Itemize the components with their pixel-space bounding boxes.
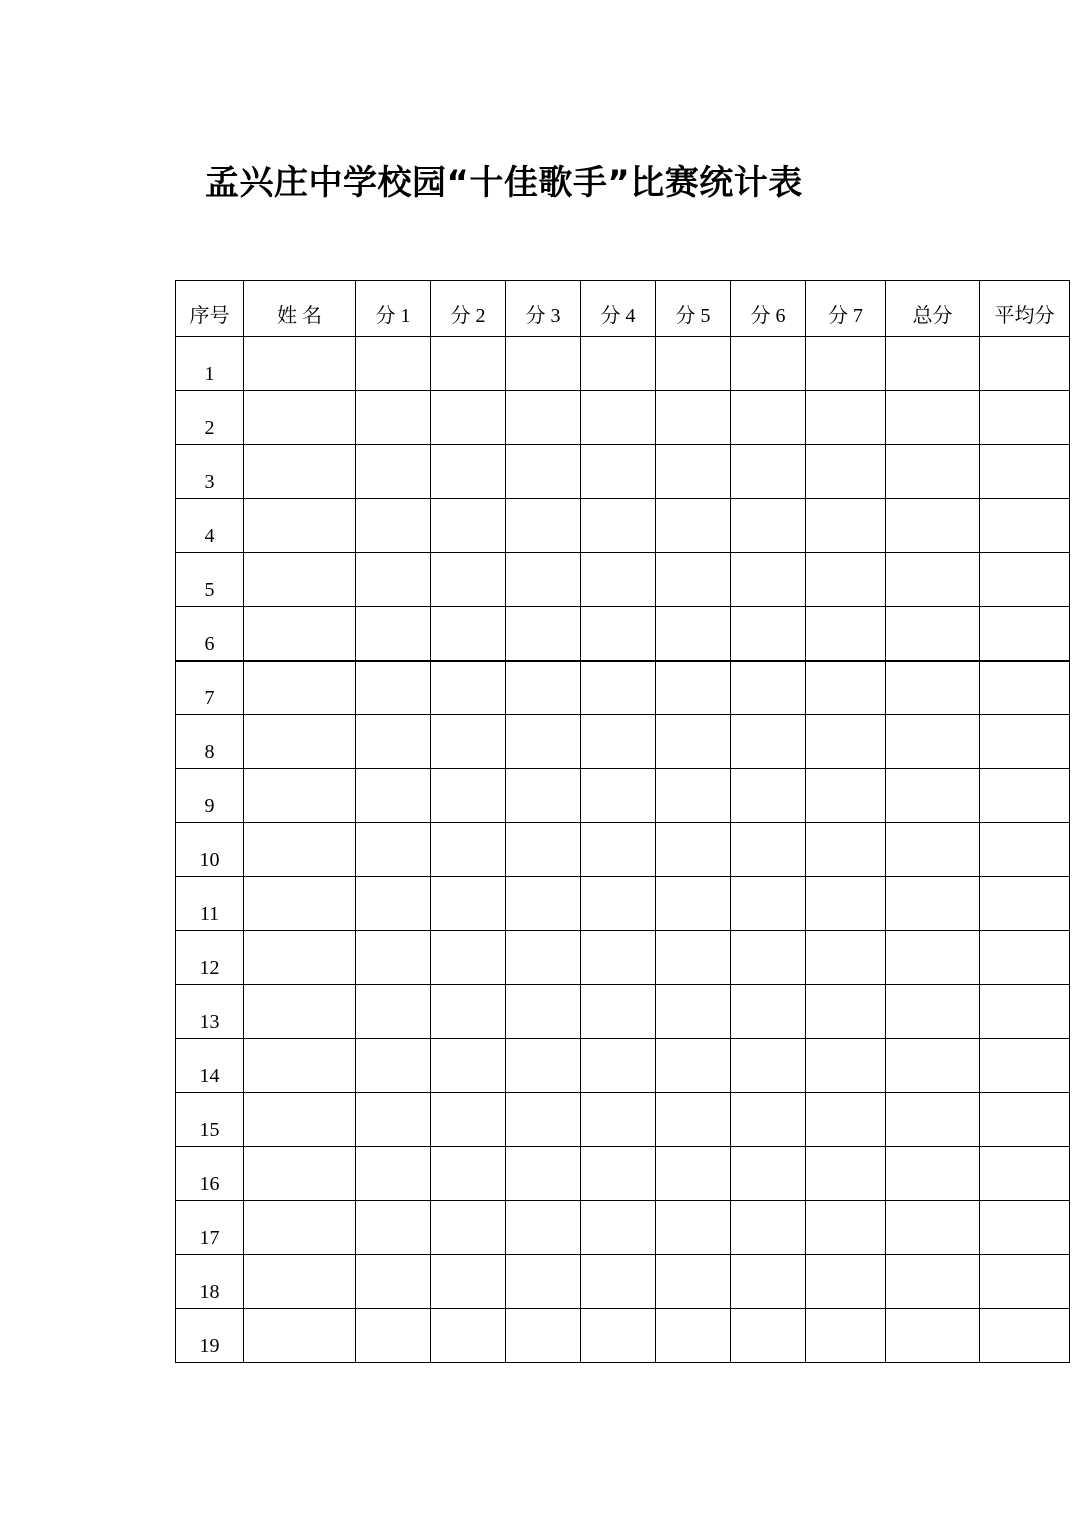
total-cell[interactable] <box>886 1201 980 1255</box>
score-cell-6[interactable] <box>731 1093 806 1147</box>
total-cell[interactable] <box>886 715 980 769</box>
score-cell-1[interactable] <box>356 985 431 1039</box>
average-cell[interactable] <box>980 877 1070 931</box>
average-cell[interactable] <box>980 1255 1070 1309</box>
score-table <box>175 280 1070 1363</box>
header-score-3 <box>506 281 581 337</box>
row-number: 18 <box>199 1281 220 1303</box>
score-cell-1[interactable] <box>356 877 431 931</box>
table-row <box>176 1309 1070 1363</box>
column-header-label: 平均分 <box>994 304 1055 327</box>
score-cell-1[interactable] <box>356 1309 431 1363</box>
score-cell-4[interactable] <box>581 607 656 661</box>
score-cell-1[interactable] <box>356 337 431 391</box>
header-name <box>244 281 356 337</box>
score-cell-5[interactable] <box>656 499 731 553</box>
score-cell-3[interactable] <box>506 769 581 823</box>
score-cell-3[interactable] <box>506 877 581 931</box>
row-number-cell <box>176 823 244 877</box>
average-cell[interactable] <box>980 1147 1070 1201</box>
score-cell-5[interactable] <box>656 445 731 499</box>
score-cell-7[interactable] <box>806 1093 886 1147</box>
average-cell[interactable] <box>980 1039 1070 1093</box>
table-row <box>176 337 1070 391</box>
header-score-2 <box>431 281 506 337</box>
row-number-cell <box>176 715 244 769</box>
row-number: 9 <box>204 795 215 817</box>
score-cell-3[interactable] <box>506 391 581 445</box>
column-header-label: 分 6 <box>750 304 786 327</box>
name-cell[interactable] <box>244 553 356 607</box>
score-cell-4[interactable] <box>581 823 656 877</box>
score-cell-4[interactable] <box>581 985 656 1039</box>
score-cell-3[interactable] <box>506 1255 581 1309</box>
row-number-cell <box>176 769 244 823</box>
row-number: 17 <box>199 1227 220 1249</box>
name-cell[interactable] <box>244 337 356 391</box>
score-cell-1[interactable] <box>356 1147 431 1201</box>
score-cell-2[interactable] <box>431 931 506 985</box>
row-number: 1 <box>204 363 215 385</box>
row-number-cell <box>176 1201 244 1255</box>
score-cell-2[interactable] <box>431 877 506 931</box>
score-cell-4[interactable] <box>581 1255 656 1309</box>
row-number-cell <box>176 445 244 499</box>
score-cell-1[interactable] <box>356 1039 431 1093</box>
score-cell-5[interactable] <box>656 1309 731 1363</box>
score-cell-3[interactable] <box>506 337 581 391</box>
score-cell-3[interactable] <box>506 445 581 499</box>
score-cell-7[interactable] <box>806 985 886 1039</box>
score-cell-6[interactable] <box>731 391 806 445</box>
score-cell-7[interactable] <box>806 1309 886 1363</box>
row-number-cell <box>176 607 244 661</box>
row-number-cell <box>176 931 244 985</box>
score-cell-4[interactable] <box>581 1147 656 1201</box>
row-number: 11 <box>199 903 220 925</box>
name-cell[interactable] <box>244 769 356 823</box>
total-cell[interactable] <box>886 499 980 553</box>
name-cell[interactable] <box>244 391 356 445</box>
score-cell-2[interactable] <box>431 337 506 391</box>
score-cell-6[interactable] <box>731 1201 806 1255</box>
total-cell[interactable] <box>886 1309 980 1363</box>
score-cell-7[interactable] <box>806 931 886 985</box>
table-row <box>176 607 1070 661</box>
table-row <box>176 499 1070 553</box>
row-number-cell <box>176 877 244 931</box>
score-cell-4[interactable] <box>581 391 656 445</box>
score-cell-4[interactable] <box>581 1093 656 1147</box>
score-cell-5[interactable] <box>656 931 731 985</box>
score-cell-6[interactable] <box>731 607 806 661</box>
total-cell[interactable] <box>886 661 980 715</box>
total-cell[interactable] <box>886 391 980 445</box>
score-cell-6[interactable] <box>731 715 806 769</box>
name-cell[interactable] <box>244 445 356 499</box>
column-header-label: 分 2 <box>450 304 486 327</box>
score-cell-2[interactable] <box>431 445 506 499</box>
score-cell-2[interactable] <box>431 1147 506 1201</box>
header-total <box>886 281 980 337</box>
row-number: 8 <box>204 741 215 763</box>
total-cell[interactable] <box>886 985 980 1039</box>
score-cell-4[interactable] <box>581 499 656 553</box>
average-cell[interactable] <box>980 391 1070 445</box>
total-cell[interactable] <box>886 823 980 877</box>
total-cell[interactable] <box>886 1147 980 1201</box>
score-cell-3[interactable] <box>506 661 581 715</box>
score-cell-7[interactable] <box>806 877 886 931</box>
score-cell-7[interactable] <box>806 553 886 607</box>
score-cell-2[interactable] <box>431 1039 506 1093</box>
average-cell[interactable] <box>980 715 1070 769</box>
score-cell-6[interactable] <box>731 769 806 823</box>
total-cell[interactable] <box>886 553 980 607</box>
header-score-1 <box>356 281 431 337</box>
row-number: 19 <box>199 1335 220 1357</box>
average-cell[interactable] <box>980 661 1070 715</box>
row-number-cell <box>176 1147 244 1201</box>
score-cell-6[interactable] <box>731 1255 806 1309</box>
row-number: 4 <box>204 525 215 547</box>
score-cell-4[interactable] <box>581 1201 656 1255</box>
score-cell-1[interactable] <box>356 499 431 553</box>
score-cell-2[interactable] <box>431 823 506 877</box>
score-cell-6[interactable] <box>731 499 806 553</box>
score-cell-1[interactable] <box>356 1201 431 1255</box>
score-cell-4[interactable] <box>581 877 656 931</box>
score-cell-4[interactable] <box>581 445 656 499</box>
score-cell-2[interactable] <box>431 715 506 769</box>
name-cell[interactable] <box>244 1201 356 1255</box>
column-header-label: 姓 名 <box>277 304 322 327</box>
score-cell-7[interactable] <box>806 445 886 499</box>
score-cell-5[interactable] <box>656 1147 731 1201</box>
score-cell-4[interactable] <box>581 1309 656 1363</box>
column-header-label: 序号 <box>189 304 230 327</box>
score-cell-7[interactable] <box>806 823 886 877</box>
name-cell[interactable] <box>244 1309 356 1363</box>
average-cell[interactable] <box>980 553 1070 607</box>
column-header-label: 分 4 <box>600 304 636 327</box>
score-cell-2[interactable] <box>431 553 506 607</box>
score-cell-5[interactable] <box>656 1201 731 1255</box>
average-cell[interactable] <box>980 1201 1070 1255</box>
score-cell-2[interactable] <box>431 1201 506 1255</box>
page-title: 孟兴庄中学校园“十佳歌手”比赛统计表 <box>205 163 803 203</box>
score-cell-4[interactable] <box>581 1039 656 1093</box>
average-cell[interactable] <box>980 823 1070 877</box>
average-cell[interactable] <box>980 607 1070 661</box>
table-row <box>176 1201 1070 1255</box>
column-header-label: 分 1 <box>375 304 411 327</box>
row-number: 15 <box>199 1119 220 1141</box>
score-cell-6[interactable] <box>731 553 806 607</box>
score-cell-2[interactable] <box>431 769 506 823</box>
row-number: 10 <box>199 849 220 871</box>
score-cell-1[interactable] <box>356 823 431 877</box>
column-header-label: 分 3 <box>525 304 561 327</box>
score-cell-3[interactable] <box>506 1093 581 1147</box>
table-row <box>176 823 1070 877</box>
name-cell[interactable] <box>244 1093 356 1147</box>
total-cell[interactable] <box>886 931 980 985</box>
score-cell-5[interactable] <box>656 661 731 715</box>
score-cell-7[interactable] <box>806 1039 886 1093</box>
score-cell-6[interactable] <box>731 1309 806 1363</box>
score-cell-5[interactable] <box>656 1093 731 1147</box>
score-cell-1[interactable] <box>356 661 431 715</box>
score-cell-1[interactable] <box>356 445 431 499</box>
table-row <box>176 1255 1070 1309</box>
table-row <box>176 931 1070 985</box>
total-cell[interactable] <box>886 445 980 499</box>
score-cell-4[interactable] <box>581 931 656 985</box>
score-cell-3[interactable] <box>506 1147 581 1201</box>
score-cell-4[interactable] <box>581 715 656 769</box>
header-score-5 <box>656 281 731 337</box>
row-number-cell <box>176 1093 244 1147</box>
score-cell-6[interactable] <box>731 985 806 1039</box>
row-number-cell <box>176 499 244 553</box>
score-cell-5[interactable] <box>656 985 731 1039</box>
score-cell-5[interactable] <box>656 1039 731 1093</box>
score-cell-4[interactable] <box>581 661 656 715</box>
score-cell-5[interactable] <box>656 1255 731 1309</box>
score-cell-5[interactable] <box>656 769 731 823</box>
total-cell[interactable] <box>886 769 980 823</box>
score-cell-3[interactable] <box>506 715 581 769</box>
table-row <box>176 1147 1070 1201</box>
score-cell-7[interactable] <box>806 1147 886 1201</box>
score-cell-2[interactable] <box>431 1093 506 1147</box>
score-cell-5[interactable] <box>656 877 731 931</box>
average-cell[interactable] <box>980 337 1070 391</box>
column-header-label: 分 7 <box>828 304 863 327</box>
average-cell[interactable] <box>980 1309 1070 1363</box>
score-cell-6[interactable] <box>731 661 806 715</box>
score-cell-1[interactable] <box>356 931 431 985</box>
score-cell-3[interactable] <box>506 1309 581 1363</box>
score-cell-1[interactable] <box>356 769 431 823</box>
score-cell-1[interactable] <box>356 715 431 769</box>
score-cell-1[interactable] <box>356 1093 431 1147</box>
score-cell-7[interactable] <box>806 1201 886 1255</box>
row-number: 2 <box>204 417 215 439</box>
row-number: 12 <box>199 957 220 979</box>
score-cell-7[interactable] <box>806 661 886 715</box>
score-cell-3[interactable] <box>506 823 581 877</box>
average-cell[interactable] <box>980 769 1070 823</box>
score-cell-6[interactable] <box>731 1039 806 1093</box>
total-cell[interactable] <box>886 337 980 391</box>
row-number: 3 <box>204 471 215 493</box>
row-number-cell <box>176 391 244 445</box>
score-cell-4[interactable] <box>581 769 656 823</box>
table-row <box>176 553 1070 607</box>
average-cell[interactable] <box>980 499 1070 553</box>
name-cell[interactable] <box>244 1039 356 1093</box>
header-average <box>980 281 1070 337</box>
score-cell-2[interactable] <box>431 1255 506 1309</box>
row-number-cell <box>176 553 244 607</box>
row-number-cell <box>176 337 244 391</box>
score-cell-4[interactable] <box>581 337 656 391</box>
score-cell-7[interactable] <box>806 715 886 769</box>
name-cell[interactable] <box>244 499 356 553</box>
table-row <box>176 985 1070 1039</box>
score-cell-5[interactable] <box>656 607 731 661</box>
score-cell-3[interactable] <box>506 499 581 553</box>
header-score-4 <box>581 281 656 337</box>
row-number-cell <box>176 985 244 1039</box>
average-cell[interactable] <box>980 445 1070 499</box>
score-cell-7[interactable] <box>806 1255 886 1309</box>
table-header-row <box>176 281 1070 337</box>
score-cell-3[interactable] <box>506 1201 581 1255</box>
score-cell-1[interactable] <box>356 391 431 445</box>
score-cell-5[interactable] <box>656 715 731 769</box>
header-seq <box>176 281 244 337</box>
row-number-cell <box>176 661 244 715</box>
name-cell[interactable] <box>244 823 356 877</box>
score-cell-7[interactable] <box>806 607 886 661</box>
score-cell-6[interactable] <box>731 823 806 877</box>
row-number-cell <box>176 1309 244 1363</box>
score-cell-5[interactable] <box>656 553 731 607</box>
table-row <box>176 1093 1070 1147</box>
name-cell[interactable] <box>244 607 356 661</box>
table-row <box>176 877 1070 931</box>
score-cell-5[interactable] <box>656 337 731 391</box>
average-cell[interactable] <box>980 931 1070 985</box>
total-cell[interactable] <box>886 1093 980 1147</box>
score-cell-4[interactable] <box>581 553 656 607</box>
score-cell-3[interactable] <box>506 607 581 661</box>
score-cell-7[interactable] <box>806 769 886 823</box>
table-row <box>176 445 1070 499</box>
score-cell-7[interactable] <box>806 499 886 553</box>
score-cell-6[interactable] <box>731 931 806 985</box>
total-cell[interactable] <box>886 1255 980 1309</box>
score-cell-7[interactable] <box>806 391 886 445</box>
total-cell[interactable] <box>886 877 980 931</box>
score-cell-5[interactable] <box>656 823 731 877</box>
table-body <box>176 337 1070 1363</box>
header-score-6 <box>731 281 806 337</box>
row-number-cell <box>176 1255 244 1309</box>
table-row <box>176 769 1070 823</box>
score-cell-2[interactable] <box>431 1309 506 1363</box>
score-cell-1[interactable] <box>356 553 431 607</box>
score-cell-1[interactable] <box>356 1255 431 1309</box>
score-cell-5[interactable] <box>656 391 731 445</box>
name-cell[interactable] <box>244 931 356 985</box>
score-cell-6[interactable] <box>731 337 806 391</box>
score-cell-6[interactable] <box>731 877 806 931</box>
name-cell[interactable] <box>244 1255 356 1309</box>
average-cell[interactable] <box>980 1093 1070 1147</box>
score-cell-2[interactable] <box>431 499 506 553</box>
score-cell-3[interactable] <box>506 931 581 985</box>
name-cell[interactable] <box>244 1147 356 1201</box>
score-cell-1[interactable] <box>356 607 431 661</box>
total-cell[interactable] <box>886 1039 980 1093</box>
table-row <box>176 661 1070 715</box>
table-row <box>176 391 1070 445</box>
score-cell-2[interactable] <box>431 607 506 661</box>
total-cell[interactable] <box>886 607 980 661</box>
column-header-label: 总分 <box>912 304 953 327</box>
row-number: 5 <box>204 579 215 601</box>
row-number: 14 <box>199 1065 220 1087</box>
row-number: 16 <box>199 1173 220 1195</box>
column-header-label: 分 5 <box>675 304 711 327</box>
average-cell[interactable] <box>980 985 1070 1039</box>
name-cell[interactable] <box>244 661 356 715</box>
score-cell-2[interactable] <box>431 985 506 1039</box>
score-cell-3[interactable] <box>506 985 581 1039</box>
name-cell[interactable] <box>244 877 356 931</box>
score-cell-6[interactable] <box>731 445 806 499</box>
header-score-7 <box>806 281 886 337</box>
name-cell[interactable] <box>244 715 356 769</box>
score-cell-3[interactable] <box>506 1039 581 1093</box>
row-number: 7 <box>204 687 215 709</box>
score-cell-7[interactable] <box>806 337 886 391</box>
score-cell-2[interactable] <box>431 661 506 715</box>
score-cell-6[interactable] <box>731 1147 806 1201</box>
name-cell[interactable] <box>244 985 356 1039</box>
row-number: 13 <box>199 1011 220 1033</box>
score-cell-3[interactable] <box>506 553 581 607</box>
score-cell-2[interactable] <box>431 391 506 445</box>
table-row <box>176 715 1070 769</box>
row-number: 6 <box>204 632 215 655</box>
row-number-cell <box>176 1039 244 1093</box>
table-row <box>176 1039 1070 1093</box>
